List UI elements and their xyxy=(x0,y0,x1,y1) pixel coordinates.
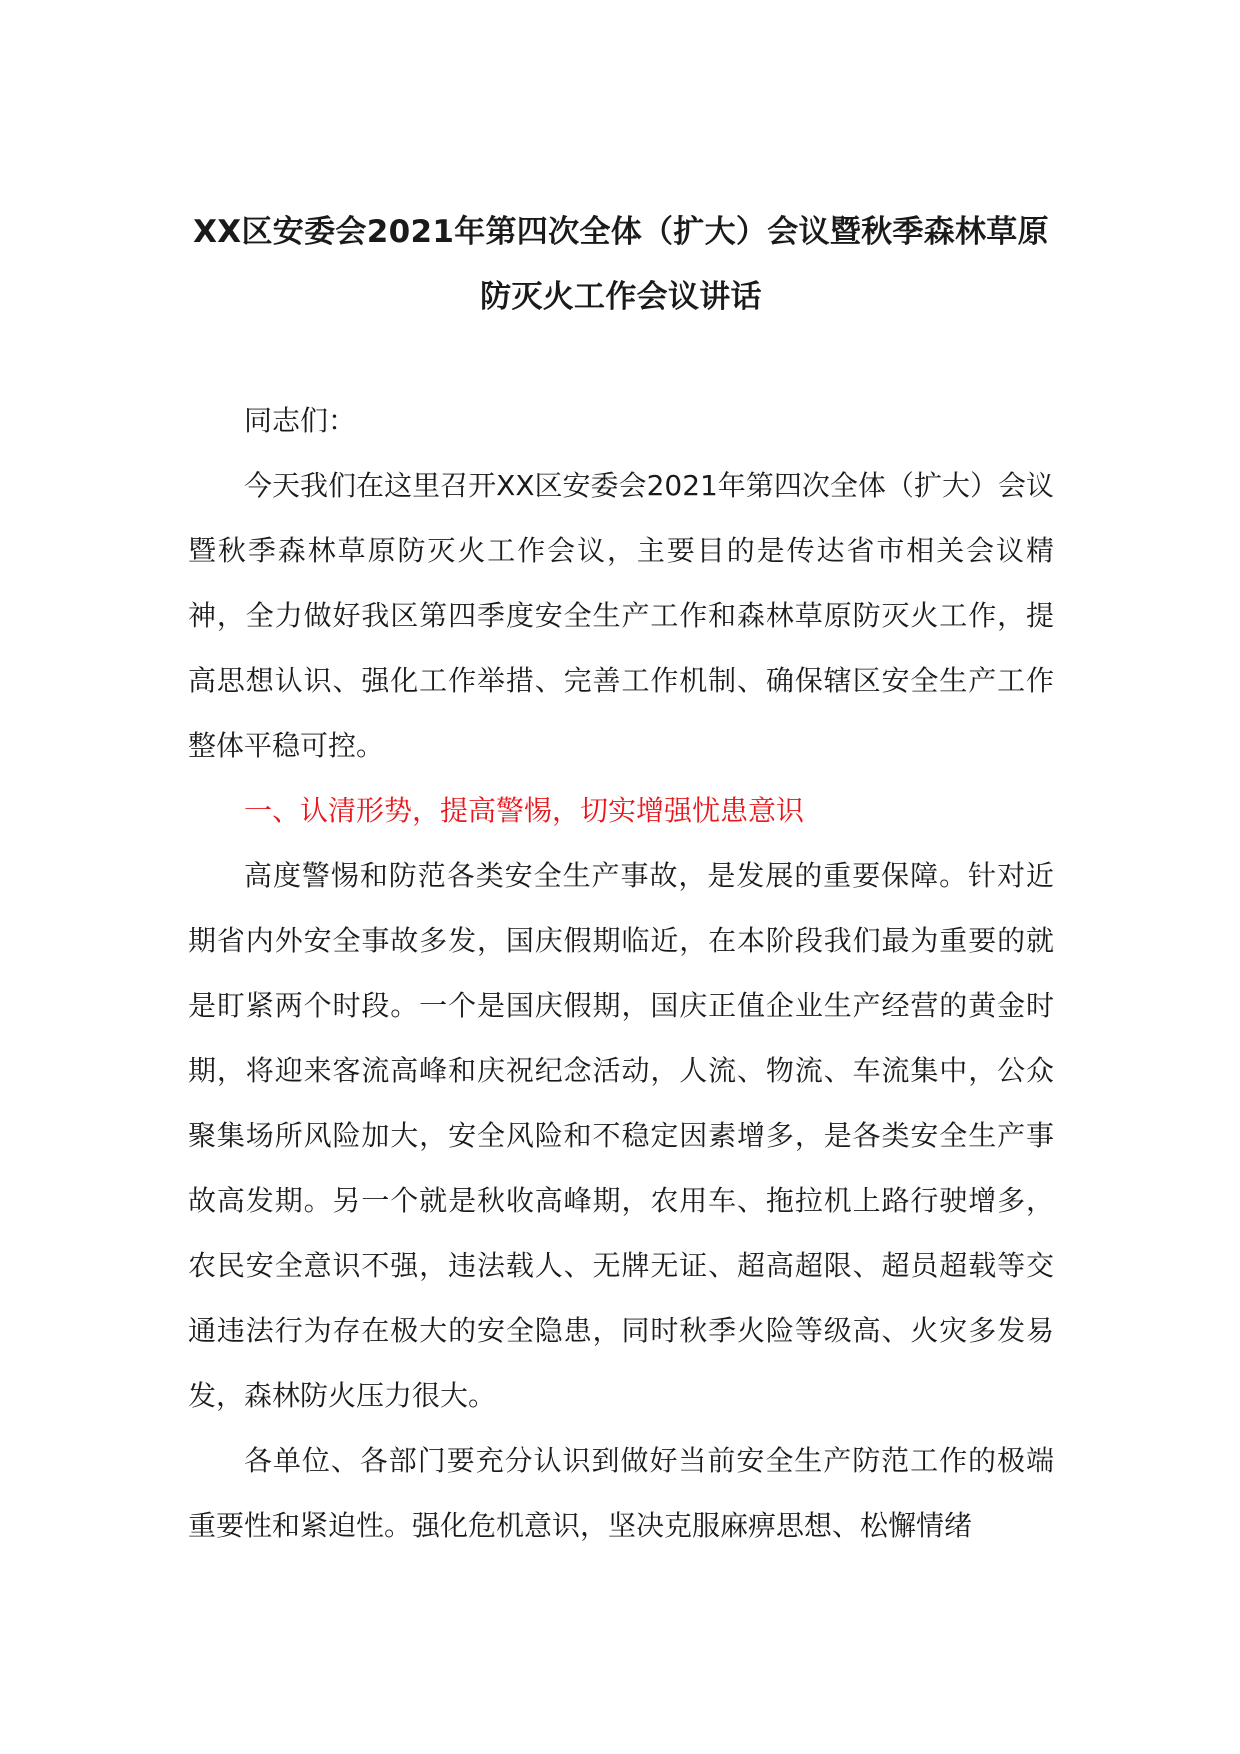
document-title: XX区安委会2021年第四次全体（扩大）会议暨秋季森林草原防灭火工作会议讲话 xyxy=(193,214,1049,315)
paragraph-awareness: 各单位、各部门要充分认识到做好当前安全生产防范工作的极端重要性和紧迫性。强化危机意识，坚决克服麻痹思想、松懈情绪 xyxy=(188,1444,1054,1542)
document-body xyxy=(188,388,1054,1558)
greeting: 同志们： xyxy=(244,404,357,437)
paragraph-situation: 高度警惕和防范各类安全生产事故，是发展的重要保障。针对近期省内外安全事故多发，国庆假期临近，在本阶段我们最为重要的就是盯紧两个时段。一个是国庆假期，国庆正值企业生产经营的黄金时期，将迎来客流高峰和庆祝纪念活动，人流、物流、车流集中，公众聚集场所风险加大，安全风险和不稳定因素增多，是各类安全生产事故高发期。另一个就是秋收高峰期，农用车、拖拉机上路行驶增多，农民安全意识不强，违法载人、无牌无证、超高超限、超员超载等交通违法行为存在极大的安全隐患，同时秋季火险等级高、火灾多发易发，森林防火压力很大。 xyxy=(188,859,1054,1412)
paragraph-intro: 今天我们在这里召开XX区安委会2021年第四次全体（扩大）会议暨秋季森林草原防灭火工作会议，主要目的是传达省市相关会议精神，全力做好我区第四季度安全生产工作和森林草原防灭火工作，提高思想认识、强化工作举措、完善工作机制、确保辖区安全生产工作整体平稳可控。 xyxy=(188,469,1054,762)
section-heading-1: 一、认清形势，提高警惕，切实增强忧患意识 xyxy=(244,794,805,827)
document-page xyxy=(188,200,1054,1558)
